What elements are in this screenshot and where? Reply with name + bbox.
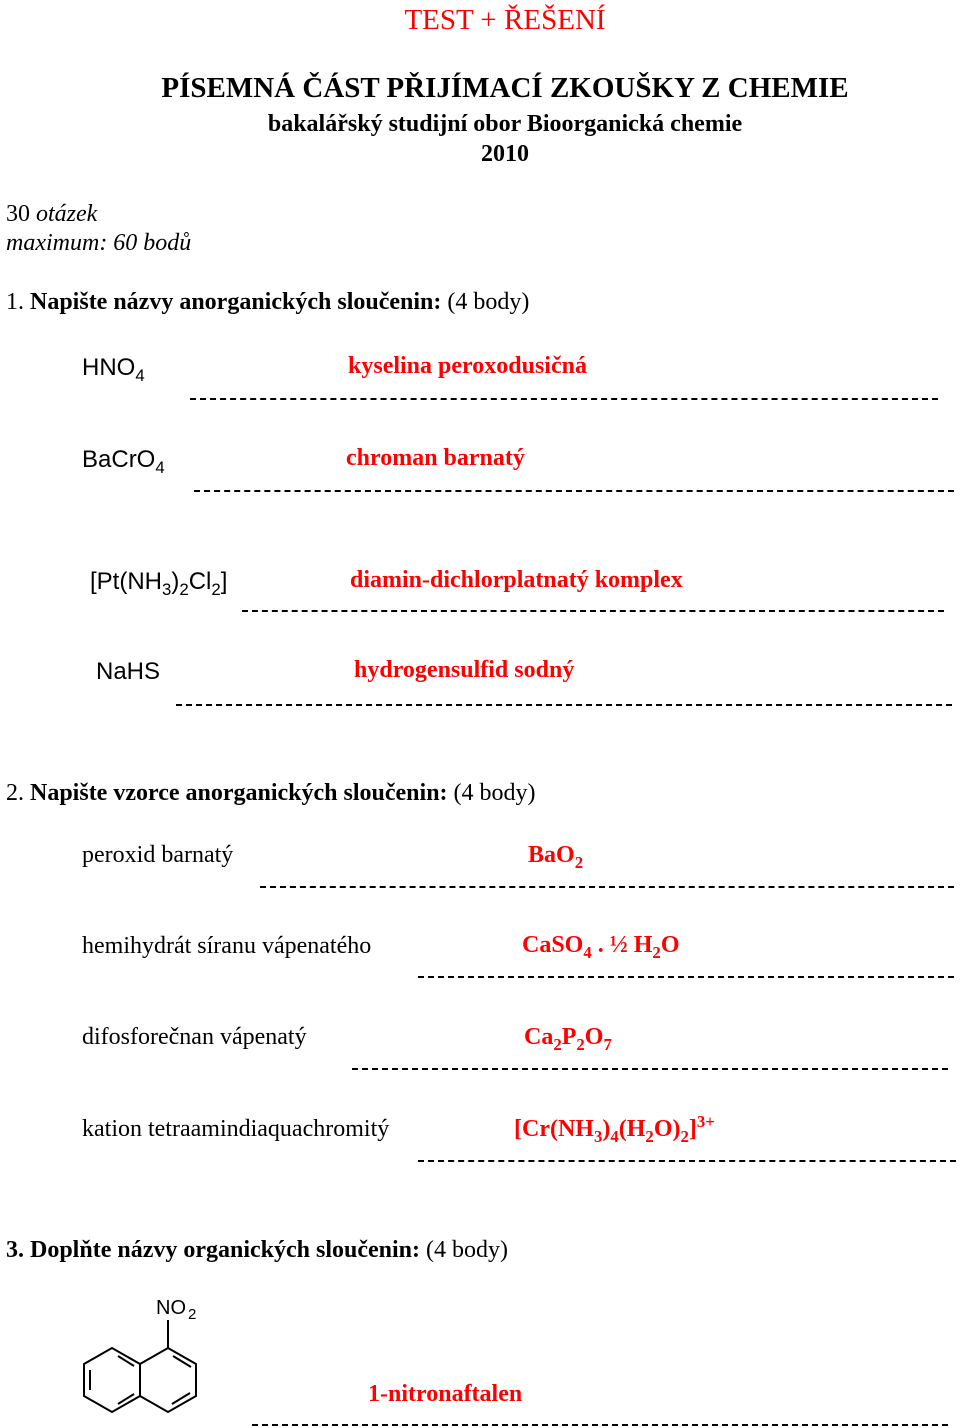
q1-formula-1: $HNO_4$: [82, 354, 145, 385]
nitronaphthalene-structure-icon: [70, 1290, 250, 1428]
answer-line: [418, 1160, 956, 1164]
document-title: TEST + ŘEŠENÍ: [404, 4, 606, 36]
q1-text: Napište názvy anorganických sloučenin:: [30, 289, 442, 315]
q1-number: 1.: [6, 289, 24, 315]
questions-count-word: otázek: [36, 201, 98, 227]
answer-line: [418, 976, 954, 980]
nitro-label-sub: 2: [188, 1306, 197, 1323]
q2-name-3: difosforečnan vápenatý: [82, 1024, 307, 1050]
answer-line: [260, 886, 954, 890]
answer-line: [190, 398, 938, 402]
question-1: [6, 289, 529, 316]
q1-points: (4 body): [447, 289, 530, 315]
answer-line: [352, 1068, 948, 1072]
q1-formula-2: BaCrO$_4$: [82, 446, 165, 477]
q1-answer-1: kyselina peroxodusičná: [348, 353, 587, 379]
answer-line: [252, 1424, 948, 1428]
program-name: bakalářský studijní obor Bioorganická chemie: [267, 111, 743, 137]
q1-formula-4: NaHS: [96, 658, 161, 685]
exam-title: PÍSEMNÁ ČÁST PŘIJÍMACÍ ZKOUŠKY Z CHEMIE: [161, 72, 849, 104]
exam-year: 2010: [481, 141, 529, 167]
q2-number: 2.: [6, 780, 24, 806]
q1-answer-3: diamin-dichlorplatnatý komplex: [350, 567, 683, 593]
question-3: [6, 1237, 508, 1264]
answer-line: [176, 704, 952, 708]
q2-answer-4: $[Cr(NH_3)_4(H_2O)_2]^{3+}$: [514, 1112, 715, 1146]
answer-line: [194, 490, 954, 494]
q2-answer-3: $Ca_2P_2O_7$: [524, 1024, 612, 1054]
q2-answer-1: BaO$_2$: [528, 842, 584, 872]
q2-answer-2: CaSO$_4$ . ½ $H_2O$: [522, 932, 680, 962]
q2-name-4: kation tetraamindiaquachromitý: [82, 1116, 390, 1142]
q2-text: Napište vzorce anorganických sloučenin:: [30, 780, 448, 806]
q3-answer: 1-nitronaftalen: [368, 1381, 523, 1407]
q1-formula-3: $[Pt(NH_3)_2Cl_2]$: [90, 568, 228, 599]
q3-text: Doplňte názvy organických sloučenin:: [30, 1237, 421, 1263]
question-2: [6, 780, 536, 807]
answer-line: [242, 610, 944, 614]
nitro-label: NO: [156, 1297, 186, 1319]
questions-count-text: 30: [6, 201, 36, 227]
q2-name-2: hemihydrát síranu vápenatého: [82, 933, 372, 959]
q2-points: (4 body): [453, 780, 536, 806]
q3-number: 3.: [6, 1237, 24, 1263]
q1-answer-2: chroman barnatý: [346, 445, 525, 471]
q1-answer-4: hydrogensulfid sodný: [354, 657, 575, 683]
questions-count: [6, 201, 97, 228]
q3-points: (4 body): [426, 1237, 509, 1263]
q2-name-1: peroxid barnatý: [82, 842, 234, 868]
max-points: maximum: 60 bodů: [6, 230, 192, 256]
